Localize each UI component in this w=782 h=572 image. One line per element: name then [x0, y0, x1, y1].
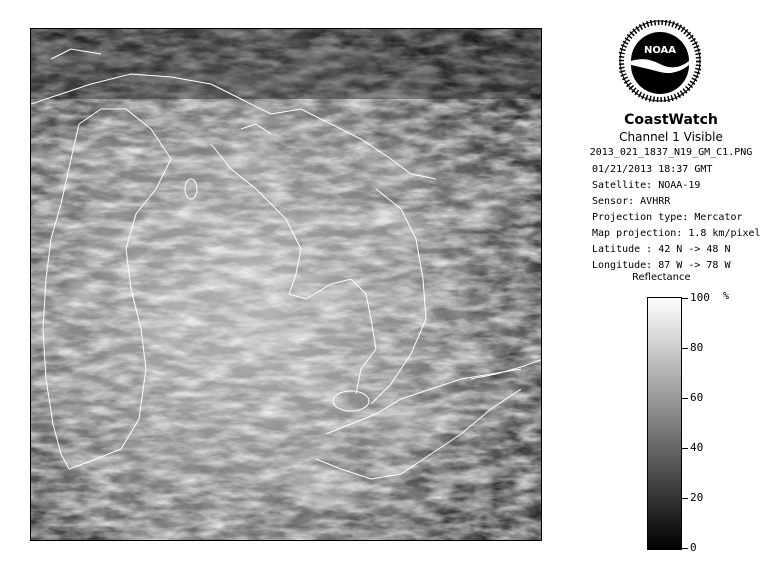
reflectance-colorbar — [647, 297, 682, 550]
colorbar-tick-label: 0 — [690, 541, 697, 554]
colorbar-tick-label: 100 — [690, 291, 710, 304]
colorbar-label: Reflectance — [632, 272, 691, 283]
colorbar-tick — [682, 498, 688, 499]
logo-text: NOAA — [643, 45, 677, 56]
noaa-logo — [619, 20, 701, 102]
satellite-info: Satellite: NOAA-19 — [592, 180, 701, 191]
colorbar-tick — [682, 448, 688, 449]
sensor-info: Sensor: AVHRR — [592, 196, 671, 207]
map-projection-info: Map projection: 1.8 km/pixel — [592, 228, 761, 239]
projection-type-info: Projection type: Mercator — [592, 212, 743, 223]
longitude-info: Longitude: 87 W -> 78 W — [592, 260, 731, 271]
satellite-map[interactable] — [30, 28, 542, 541]
product-title: CoastWatch — [624, 112, 718, 128]
image-filename: 2013_021_1837_N19_GM_C1.PNG — [589, 147, 753, 158]
colorbar-tick — [682, 348, 688, 349]
colorbar-tick-label: 40 — [690, 441, 704, 454]
datetime-info: 01/21/2013 18:37 GMT — [592, 164, 713, 175]
colorbar-tick-label: 80 — [690, 341, 704, 354]
latitude-info: Latitude : 42 N -> 48 N — [592, 244, 731, 255]
satellite-image — [31, 29, 542, 541]
noaa-seal-icon — [619, 20, 701, 102]
colorbar-tick-label: 20 — [690, 491, 704, 504]
channel-subtitle: Channel 1 Visible — [619, 130, 723, 144]
colorbar-tick-label: 60 — [690, 391, 704, 404]
colorbar-tick — [682, 398, 688, 399]
colorbar-unit: % — [723, 291, 730, 302]
colorbar-tick — [682, 548, 688, 549]
colorbar-tick — [682, 298, 688, 299]
